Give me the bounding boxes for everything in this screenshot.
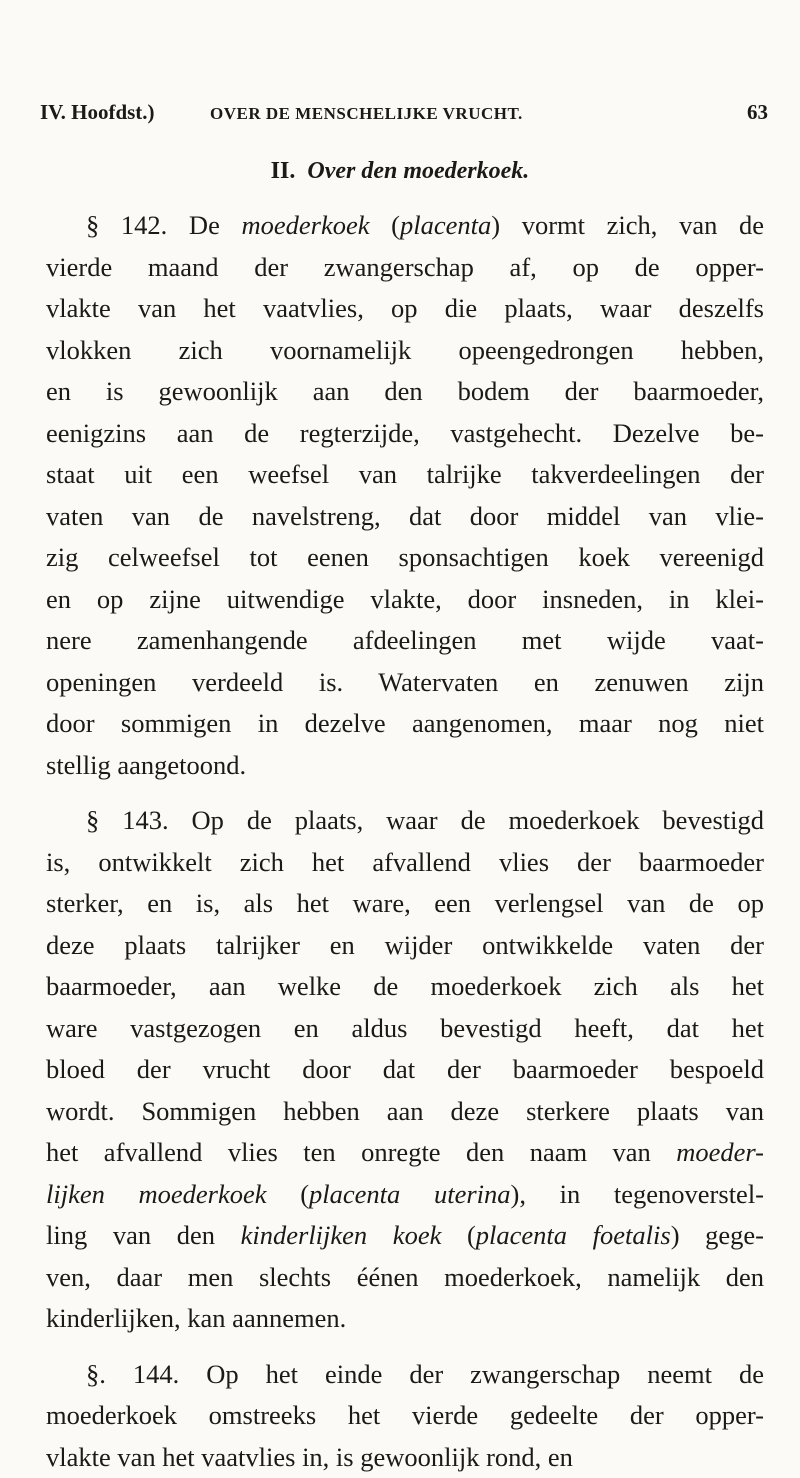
text-line: nere zamenhangende afdeelingen met wijde vaat- [46,625,764,655]
italic-term: moeder- [676,1137,764,1167]
text-line: § 143. Op de plaats, waar de moederkoek bevestigd [86,805,764,835]
section-heading [0,155,800,187]
chapter-reference: IV. Hoofdst.) [40,100,155,124]
text-line: zig celweefsel tot eenen sponsachtigen koek vereenigd [46,542,764,572]
body-text [46,205,764,1478]
italic-term: placenta [399,210,492,240]
text-line: is, ontwikkelt zich het afvallend vlies der baarmoeder [46,846,764,877]
text-line: het afvallend vlies ten onregte den naam van moeder- [46,1137,764,1167]
paragraph [46,800,764,1340]
italic-term: placenta uterina [309,1178,511,1209]
text-line: ling van den kinderlijken koek (placenta foetalis) gege- [46,1220,764,1250]
text-line: lijken moederkoek (placenta uterina), in tegenoverstel- [46,1178,765,1209]
italic-term: moederkoek [241,210,370,240]
text-line: ware vastgezogen en aldus bevestigd heeft, dat het [46,1012,764,1043]
text-line: moederkoek omstreeks het vierde gedeelte der opper- [46,1400,764,1430]
italic-term: lijken moederkoek [46,1178,267,1209]
paragraph [46,205,764,786]
text-line: vlakte van het vaatvlies in, is gewoonlijk rond, en [46,1441,573,1472]
text-line: en is gewoonlijk aan den bodem der baarmoeder, [46,376,764,406]
text-line: en op zijne uitwendige vlakte, door insneden, in klei- [46,583,764,614]
section-number: II. [270,158,296,184]
italic-term: placenta foetalis [475,1220,671,1250]
text-line: deze plaats talrijker en wijder ontwikkelde vaten der [46,929,764,960]
text-line: kinderlijken, kan aannemen. [46,1303,347,1333]
text-line: bloed der vrucht door dat der baarmoeder bespoeld [46,1054,764,1084]
text-line: vlakte van het vaatvlies, op die plaats, waar deszelfs [46,293,764,323]
running-title: OVER DE MENSCHELIJKE VRUCHT. [210,104,523,123]
text-line: vlokken zich voornamelijk opeengedrongen hebben, [46,334,764,365]
text-line: staat uit een weefsel van talrijke takverdeelingen der [46,459,764,489]
paragraph-gap [46,786,764,800]
text-line: §. 144. Op het einde der zwangerschap neemt de [86,1358,764,1389]
text-line: eenigzins aan de regterzijde, vastgehecht. Dezelve be- [46,417,764,448]
text-line: § 142. De moederkoek (placenta) vormt zich, van de [86,210,764,240]
paragraph-gap [46,1340,764,1354]
text-line: ven, daar men slechts éénen moederkoek, namelijk den [46,1261,764,1292]
text-line: baarmoeder, aan welke de moederkoek zich als het [46,971,764,1001]
text-line: stellig aangetoond. [46,749,247,780]
text-line: sterker, en is, als het ware, een verlengsel van de op [46,888,764,918]
section-title: Over den moederkoek. [307,158,530,184]
text-line: vaten van de navelstreng, dat door middel van vlie- [46,500,764,531]
text-line: wordt. Sommigen hebben aan deze sterkere plaats van [46,1095,764,1126]
italic-term: kinderlijken koek [240,1220,442,1250]
text-line: door sommigen in dezelve aangenomen, maar nog niet [46,708,764,738]
page-number: 63 [747,100,768,124]
text-line: openingen verdeeld is. Watervaten en zenuwen zijn [46,666,764,697]
text-line: vierde maand der zwangerschap af, op de opper- [46,251,764,282]
paragraph [46,1354,764,1478]
